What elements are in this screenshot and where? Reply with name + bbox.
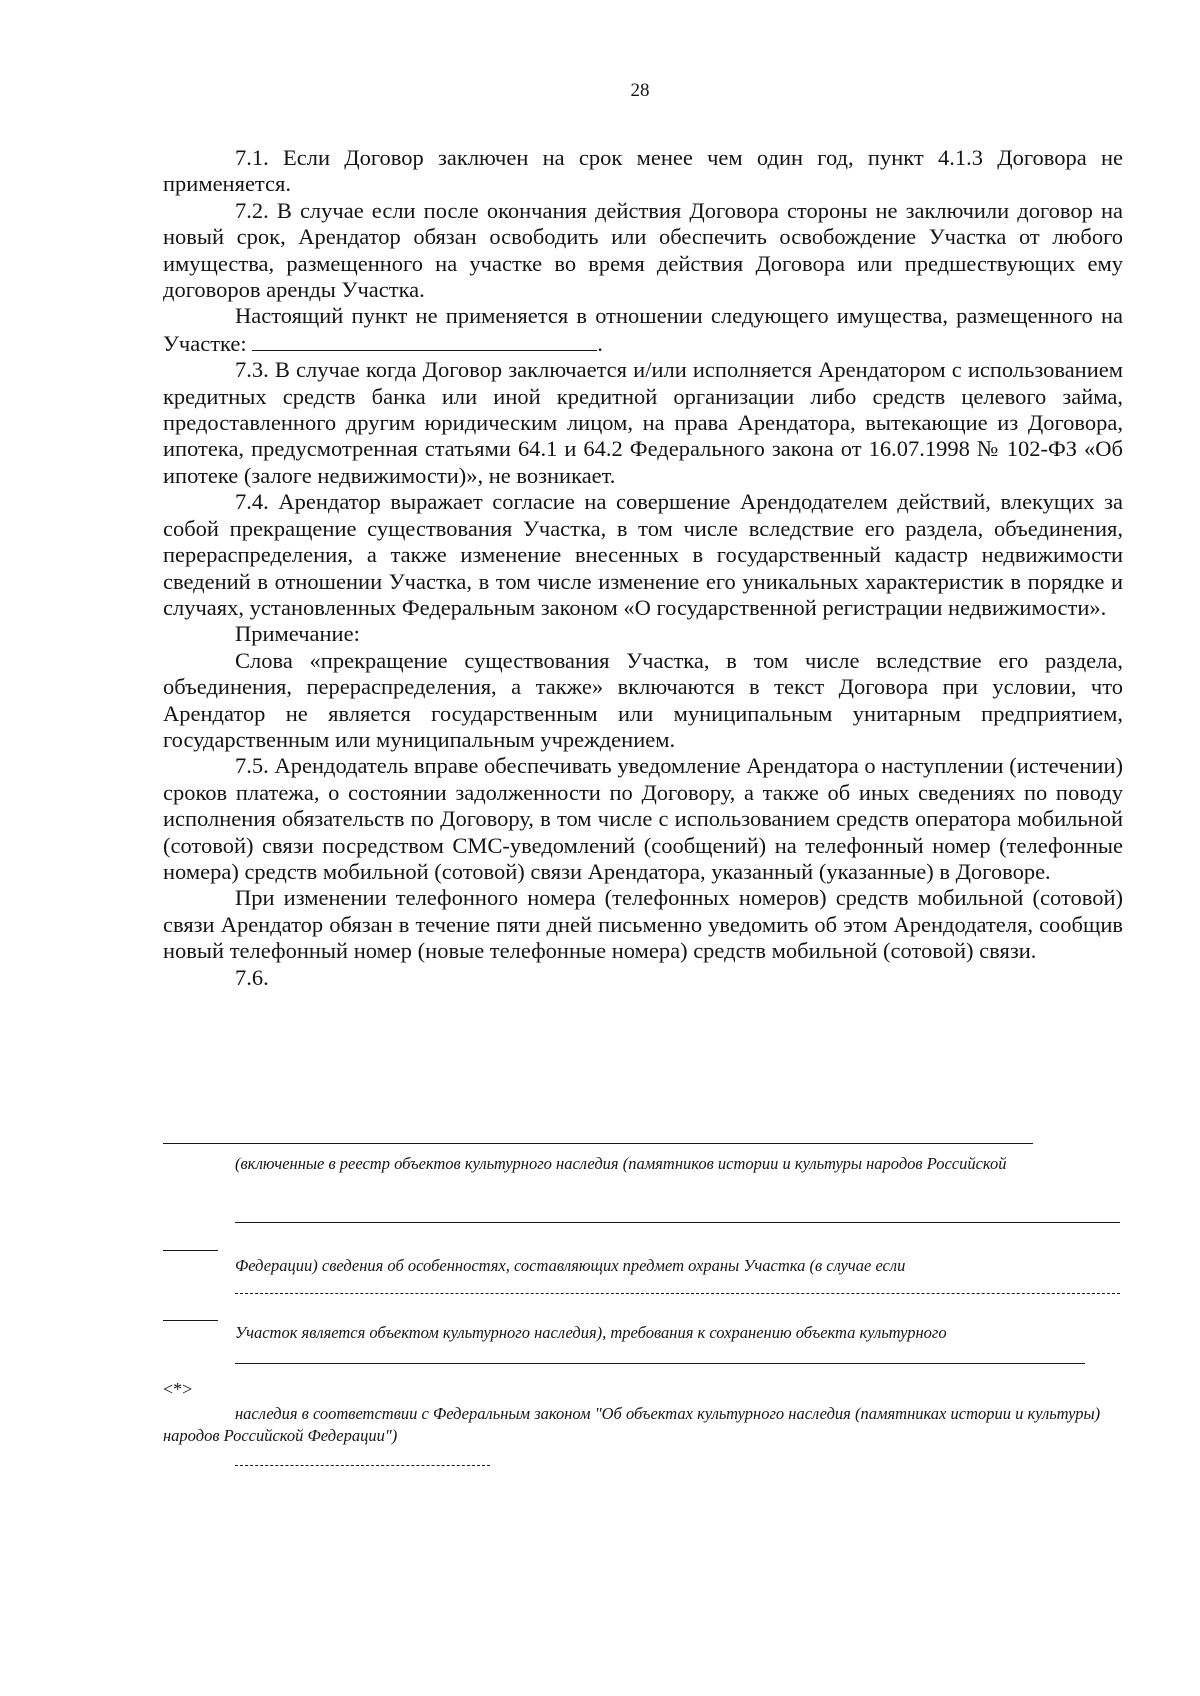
clause-7-2-exception-text: Настоящий пункт не применяется в отношении следующего имущества, размещенного на Участке:: [163, 303, 1123, 356]
clause-7-5: 7.5. Арендодатель вправе обеспечивать уведомление Арендатора о наступлении (истечении) сроков платежа, о состоянии задолженности по Договору, а также об иных сведениях по поводу исполнения обязательств по Договору, в том числе с использованием средств оператора мобильной (сотовой) связи посредством СМС-уведомлений (сообщений) на телефонный номер (телефонные номера) средств мобильной (сотовой) связи Арендатора, указанный (указанные) в Договоре.: [163, 753, 1123, 884]
footnote-rule-4: [235, 1363, 1085, 1364]
footnote-line-2: Федерации) сведения об особенностях, составляющих предмет охраны Участка (в случае если: [235, 1256, 906, 1275]
footnote-rule-2: [235, 1222, 1120, 1223]
clause-7-5-phone-change: При изменении телефонного номера (телефонных номеров) средств мобильной (сотовой) связи Арендатор обязан в течение пяти дней письменно уведомить об этом Арендодателя, сообщив новый телефонный номер (новые телефонные номера) средств мобильной (сотовой) связи.: [163, 885, 1123, 964]
footnote-asterisk-marker: <*>: [163, 1379, 193, 1399]
footnote-rule-1: [163, 1143, 1033, 1144]
clause-7-2: 7.2. В случае если после окончания действия Договора стороны не заключили договор на новый срок, Арендатор обязан освободить или обеспечить освобождение Участка от любого имущества, размещенного на участке во время действия Договора или предшествующих ему договоров аренды Участка.: [163, 197, 1123, 303]
footnote-rule-short-2: [163, 1320, 218, 1321]
page-number: 28: [630, 80, 650, 101]
footnote-rule-3: [235, 1293, 1120, 1294]
note-heading: Примечание:: [235, 621, 360, 647]
clause-7-2-exception-end: .: [597, 330, 603, 356]
clause-7-3: 7.3. В случае когда Договор заключается и/или исполняется Арендатором с использованием кредитных средств банка или иной кредитной организации либо средств целевого займа, предоставленного другим юридическим лицом, на права Арендатора, вытекающие из Договора, ипотека, предусмотренная статьями 64.1 и 64.2 Федерального закона от 16.07.1998 № 102-ФЗ «Об ипотеке (залоге недвижимости)», не возникает.: [163, 357, 1123, 488]
note-text: Слова «прекращение существования Участка, в том числе вследствие его раздела, объединения, перераспределения, а также» включаются в текст Договора при условии, что Арендатор не является государственным или муниципальным унитарным предприятием, государственным или муниципальным учреждением.: [163, 647, 1123, 752]
clause-7-1: 7.1. Если Договор заключен на срок менее чем один год, пункт 4.1.3 Договора не применяется.: [163, 145, 1123, 197]
footnote-rule-short-1: [163, 1250, 218, 1251]
footnote-line-4: наследия в соответствии с Федеральным законом "Об объектах культурного наследия (памятниках истории и культуры) народов Российской Федерации"): [163, 1404, 1101, 1445]
footnote-line-1: (включенные в реестр объектов культурного наследия (памятников истории и культуры народов Российской: [235, 1154, 1007, 1173]
footnote-end-rule: [235, 1465, 490, 1466]
clause-7-2-exception: [163, 303, 1123, 357]
clause-7-4: 7.4. Арендатор выражает согласие на совершение Арендодателем действий, влекущих за собой прекращение существования Участка, в том числе вследствие его раздела, объединения, перераспределения, а также изменение внесенных в государственный кадастр недвижимости сведений в отношении Участка, в том числе изменение его уникальных характеристик в порядке и случаях, установленных Федеральным законом «О государственной регистрации недвижимости».: [163, 489, 1123, 620]
clause-7-6: 7.6.: [235, 964, 269, 990]
document-body: [163, 145, 1123, 991]
property-fill-line[interactable]: [252, 330, 597, 351]
footnote-line-3: Участок является объектом культурного наследия), требования к сохранению объекта культурного: [235, 1323, 947, 1342]
